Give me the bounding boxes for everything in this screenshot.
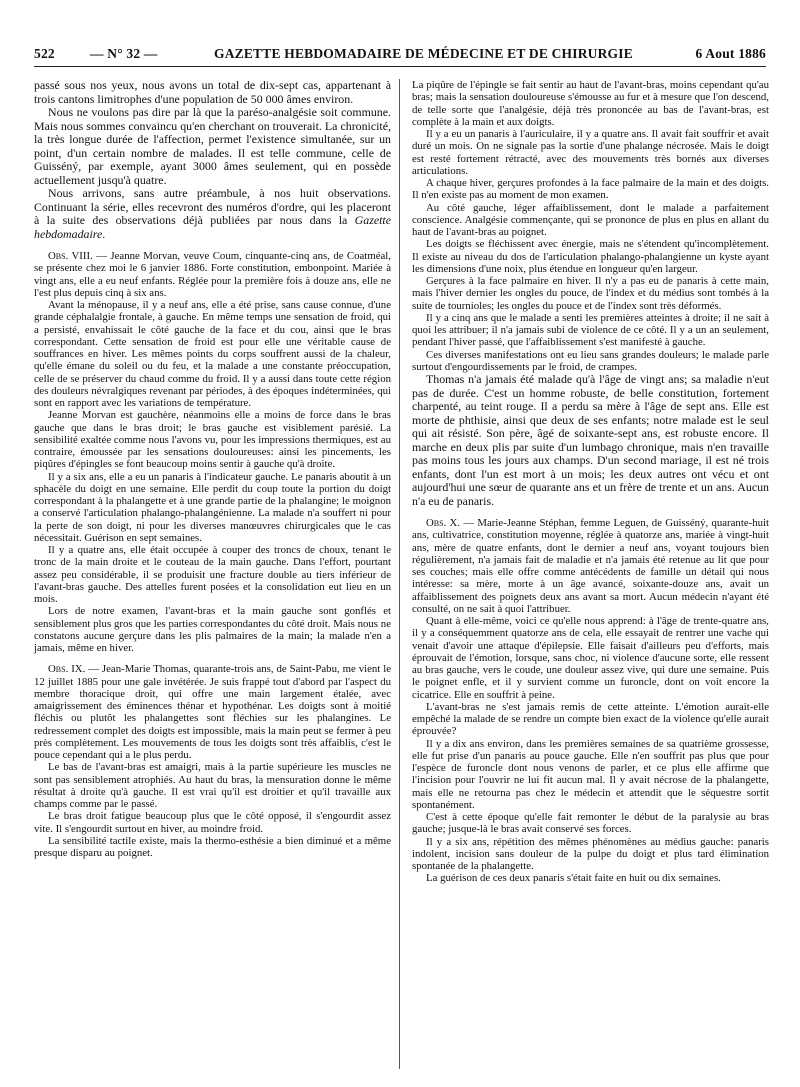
observation-heading: [34, 663, 391, 761]
paragraph: La piqûre de l'épingle se fait sentir au haut de l'avant-bras, moins cependant qu'au bras; mais la sensation douloureuse s'émousse au fur et à mesure que l'on descend, de telle sorte que l'analgésie, déjà très prononcée au bas de l'avant-bras, est complète à la main et aux doigts.: [412, 79, 769, 128]
issue-date: 6 Aout 1886: [695, 46, 766, 61]
paragraph: La guérison de ces deux panaris s'était faite en huit ou dix semaines.: [426, 872, 721, 885]
right-column: [412, 79, 769, 885]
paragraph: [34, 187, 391, 241]
paragraph: passé sous nos yeux, nous avons un total de dix-sept cas, appartenant à trois cantons limitrophes d'une population de 50 000 âmes environ.: [34, 78, 391, 106]
observation-label: Obs. X.: [426, 517, 461, 529]
paragraph: Nous ne voulons pas dire par là que la paréso-analgésie soit commune. Mais nous sommes convaincu qu'en cherchant on trouverait. La chronicité, la très longue durée de l'affection, permet l'existence simultanée, sur un point, d'un certain nombre de malades. Il est telle commune, celle de Guisséný, par exemple, ayant 3000 âmes seulement, qui en possède actuellement jusqu'à quatre.: [34, 105, 391, 187]
paragraph: Il y a cinq ans que le malade a senti les premières atteintes à droite; il ne sait à quoi les attribuer; il n'a jamais subi de violence de ce côté. Il y a un an seulement, pendant l'hiver passé, que l'affaiblissement s'est manifesté à gauche.: [412, 311, 769, 349]
paragraph: Gerçures à la face palmaire en hiver. Il n'y a pas eu de panaris à cette main, mais l'hiver dernier les ongles du pouce, de l'index et du médius sont tombés à la suite de tournioles; les ongles du pouce et de l'index sont très déformés.: [412, 275, 769, 312]
paragraph: Les doigts se fléchissent avec énergie, mais ne s'étendent qu'incomplètement. Il existe au niveau du dos de l'articulation phalango-phalangienne un kyste ayant les dimensions d'une noix, plus étendue en longueur qu'en largeur.: [412, 238, 769, 275]
paragraph: La sensibilité tactile existe, mais la thermo-esthésie a bien diminué et a même presque disparu au poignet.: [34, 834, 391, 859]
paragraph: Au côté gauche, léger affaiblissement, dont le malade a parfaitement conscience. Analgésie commençante, qui se prononce de plus en plus en allant du haut de l'avant-bras au poignet.: [412, 201, 769, 238]
observation-heading: [412, 517, 769, 615]
observation-text: — Jeanne Morvan, veuve Coum, cinquante-cinq ans, de Coatméal, se présente chez moi le 6 janvier 1886. Forte constitution, embonpoint. Mariée à vingt ans, elle a eu neuf enfants. Réglée pour la première fois à douze ans, elle ne l'est plus depuis cinq à six ans.: [34, 250, 391, 299]
observation-heading: [34, 250, 391, 299]
paragraph: Quant à elle-même, voici ce qu'elle nous apprend: à l'âge de trente-quatre ans, il y a conséquemment quatorze ans de cela, elle essayait de rentrer une vache qui venait d'avoir une attaque d'épilepsie. Elle faisait d'ailleurs peu d'efforts, mais éprouvait de l'émotion, lorsque, sans choc, ni violence d'aucune sorte, elle ressent au bras gauche, vers le coude, une douleur assez vive, qui dure une semaine. Puis le poignet enfle, et il y survient comme un furoncle, dont on voit encore la cicatrice. Elle en souffrit à peine.: [412, 615, 769, 701]
observation-text: — Marie-Jeanne Stéphan, femme Leguen, de Guisséný, quarante-huit ans, cultivatrice, constitution moyenne, réglée à quatorze ans, mariée à vingt-huit ans, mère de quatre enfants, dont le dernier a neuf ans, voyant toujours bien régulièrement, n'a jamais fait de maladie et n'a jamais été retenue au lit que pour ses couches; mais elle offre comme antécédents de famille un détail qui nous intéresse: sa mère, morte à un âge avancé, soixante-douze ans, avait un affaiblissement des poignets deux ans avant sa mort. Aucun médecin n'ayant été consulté, on ne sait à quoi l'attribuer.: [412, 517, 769, 615]
page-number: 522: [34, 46, 55, 61]
paragraph: Lors de notre examen, l'avant-bras et la main gauche sont gonflés et sensiblement plus gros que les parties correspondantes du côté droit. Mais nous ne constatons aucune gerçure dans les plis palmaires de la main; la malade n'en a jamais, même en hiver.: [34, 605, 391, 654]
paragraph: Le bas de l'avant-bras est amaigri, mais à la partie supérieure les muscles ne sont pas sensiblement atrophiés. Au haut du bras, la mensuration donne le même résultat à droite qu'à gauche. Il est vrai qu'il est droitier et qu'il travaille aux champs comme par le passé.: [34, 761, 391, 810]
paragraph: Jeanne Morvan est gauchère, néanmoins elle a moins de force dans le bras gauche que dans le bras droit; le bras gauche est visiblement parésié. La sensibilité exaltée comme nous l'avons vu, pour les impressions thermiques, est au contraire, émoussée par les sensations douloureuses: ainsi les pincements, les piqûres d'épingles se font beaucoup moins sentir à gauche qu'à droite.: [34, 409, 391, 471]
paragraph-text: .: [102, 226, 106, 241]
left-column: [34, 79, 391, 859]
paragraph: Il y a six ans, elle a eu un panaris à l'indicateur gauche. Le panaris aboutit à un sphacèle du doigt en une semaine. Elle perdit du coup toute la portion du doigt correspondant à la phalangette et à une grande partie de la phalangine; le moignon a conservé l'articulation phalango-phalangénienne. La malade n'a souffert ni pour la perte de son doigt, ni pour les diverses manœuvres chirurgicales que le cas nécessitait. Guérison en sept semaines.: [34, 470, 391, 544]
paragraph: Il y a quatre ans, elle était occupée à couper des troncs de choux, tenant le tronc de la main droite et le couteau de la main gauche. Dans l'effort, pourtant assez peu considérable, il se produisit une fracture double au tiers inférieur de l'avant-bras gauche. Des attelles furent posées et la consolidation eut lieu en un mois.: [34, 544, 391, 605]
paragraph: Il y a six ans, répétition des mêmes phénomènes au médius gauche: panaris indolent, incision sans douleur de la pulpe du doigt et plus tard élimination spontanée de la phalangette.: [412, 835, 769, 872]
paragraph: Le bras droit fatigue beaucoup plus que le côté opposé, il s'engourdit assez vite. Il s'engourdit surtout en hiver, au moindre froid.: [34, 810, 391, 835]
paragraph: Thomas n'a jamais été malade qu'à l'âge de vingt ans; sa maladie n'eut pas de durée. C'est un homme robuste, de belle constitution, fortement charpenté, au teint rouge. Il a perdu sa mère à l'âge de sept ans. Elle est morte de phthisie, ainsi que deux de ses enfants; notre malade est le seul qui ait résisté. Son père, âgé de soixante-sept ans, est robuste encore. Il marche en deux plis par suite d'un lumbago chronique, mais n'en travaille pas moins tous les jours aux champs. D'un second mariage, il est né trois enfants, dont l'un est mort à un mois; les deux autres ont vécu et ont aujourd'hui une sœur de quarante ans et un frère de trente et un ans. Aucun n'a eu de panaris.: [412, 372, 769, 508]
journal-reference: Gazette hebdomadaire: [34, 213, 391, 241]
paragraph: C'est à cette époque qu'elle fait remonter le début de la paralysie au bras gauche; jusque-là le bras avait conservé ses forces.: [412, 811, 769, 836]
observation-label: Obs. VIII.: [48, 250, 93, 262]
paragraph: Il y a dix ans environ, dans les premières semaines de sa quatrième grossesse, elle fut prise d'un panaris au pouce gauche. Elle n'en souffrit pas plus que pour l'espèce de furoncle dont nous venons de parler, et ce plus elle affirme que l'incision pour l'ouvrir ne lui fit aucun mal. Il y avait nécrose de la phalangette, mais elle ne retourna pas chez le médecin et attendit que le séquestre sortit spontanément.: [412, 737, 769, 811]
paragraph: Ces diverses manifestations ont eu lieu sans grandes douleurs; le malade parle surtout d'engourdissements par le froid, de crampes.: [412, 348, 769, 373]
journal-title: GAZETTE HEBDOMADAIRE DE MÉDECINE ET DE CHIRURGIE: [214, 46, 633, 61]
paragraph: L'avant-bras ne s'est jamais remis de cette atteinte. L'émotion aurait-elle empêché la malade de se rendre un compte bien exact de la violence qu'elle aurait éprouvée?: [412, 700, 769, 738]
observation-text: — Jean-Marie Thomas, quarante-trois ans, de Saint-Pabu, me vient le 12 juillet 1885 pour une gale invétérée. Je suis frappé tout d'abord par l'aspect du membre thoracique droit, qui offre une main largement étalée, avec amaigrissement des éminences thénar et hypothénar. Les doigts sont à moitié fléchis ou plutôt les phalangettes sont fléchies sur les phalangines. Le redressement complet des doigts est impossible, mais la main peut se fermer à peu près complètement. Les mouvements de tous les doigts sont très affaiblis, c'est le pouce cependant qui a le plus perdu.: [34, 663, 392, 761]
issue-number: — N° 32 —: [90, 46, 158, 61]
page-header: [34, 44, 766, 67]
paragraph: A chaque hiver, gerçures profondes à la face palmaire de la main et des doigts. Il n'en existe pas au moment de mon examen.: [412, 177, 769, 202]
observation-label: Obs. IX.: [48, 663, 86, 676]
column-divider: [399, 79, 400, 1069]
paragraph: Avant la ménopause, il y a neuf ans, elle a été prise, sans cause connue, d'une grande céphalalgie frontale, à gauche. En même temps une sensation de froid, qui a persisté, envahissait le côté gauche de la face et du cou, ainsi que le bras correspondant. Cette sensation de froid est pour elle une véritable cause de souffrances en hiver. Les mêmes points du corps souffrent aussi de la chaleur, qu'elle émane du soleil ou du feu, et la malade a une constante préoccupation, celle de se préserver du chaud comme du froid. Il y a aussi dans toute cette région des douleurs névralgiques revenant par périodes, à des époques indéterminées, qui sont en rapport avec les variations de température.: [34, 299, 391, 409]
paragraph: Il y a eu un panaris à l'auriculaire, il y a quatre ans. Il avait fait souffrir et avait duré un mois. On ne signale pas la sortie d'une phalange nécrosée. Mais le doigt est resté fortement rétracté, avec des mouvements très bornés aux diverses articulations.: [412, 128, 769, 177]
paragraph-text: Nous arrivons, sans autre préambule, à nos huit observations. Continuant la série, elles recevront des numéros d'ordre, qui les placeront à la suite des observations déjà publiées par nous dans la: [34, 186, 391, 227]
